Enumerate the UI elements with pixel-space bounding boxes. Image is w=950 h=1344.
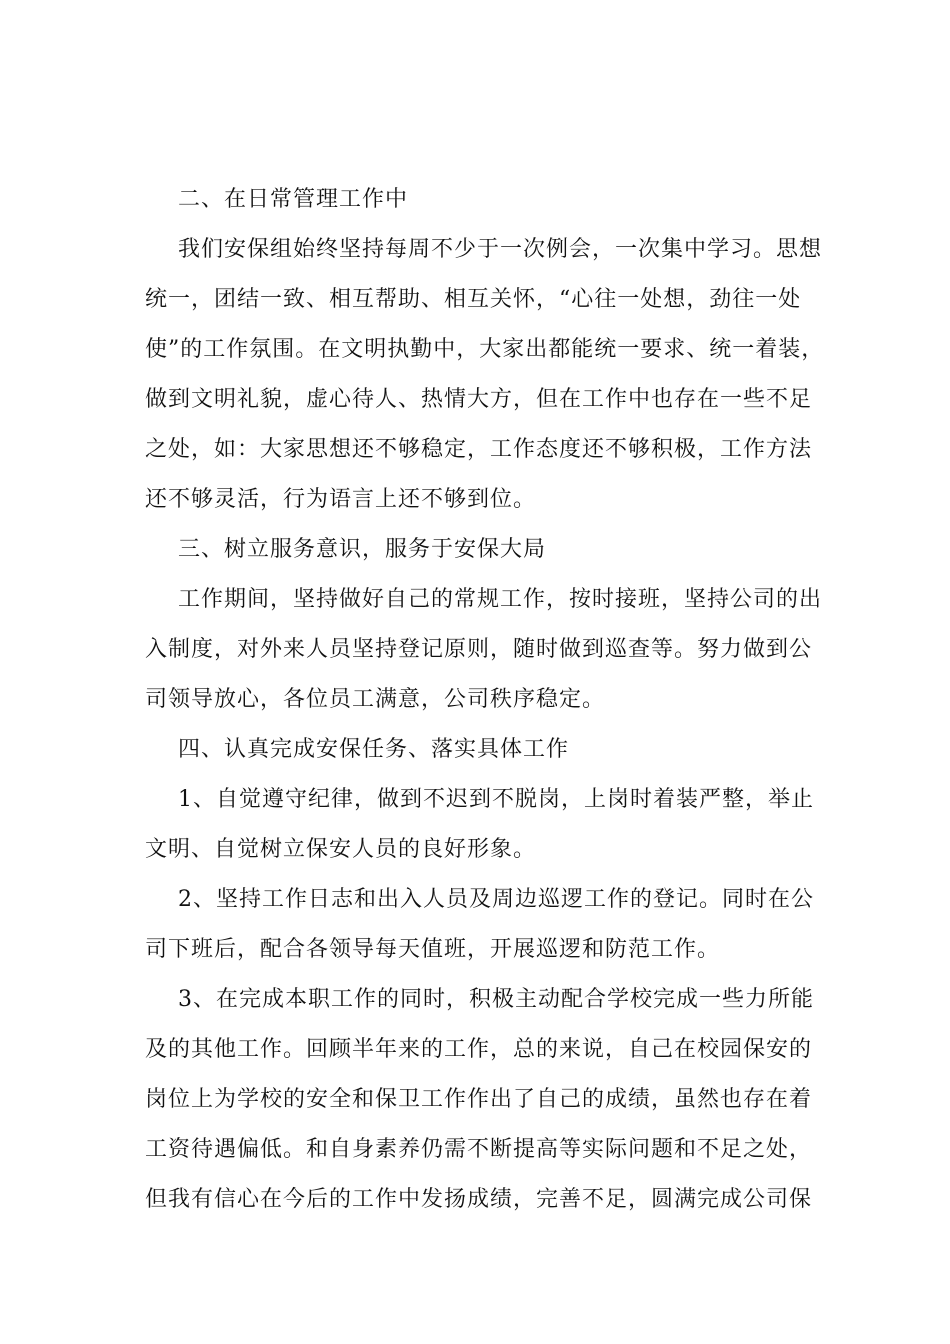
paragraph-line: 工作期间，坚持做好自己的常规工作，按时接班，坚持公司的出 (178, 587, 823, 612)
paragraph-line: 我们安保组始终坚持每周不少于一次例会，一次集中学习。思想 (178, 237, 823, 262)
list-item-line: 3、在完成本职工作的同时，积极主动配合学校完成一些力所能 (178, 987, 814, 1012)
paragraph-line: 做到文明礼貌，虚心待人、热情大方，但在工作中也存在一些不足 (145, 387, 813, 412)
paragraph-line: 统一，团结一致、相互帮助、相互关怀，“心往一处想，劲往一处 (145, 287, 802, 312)
list-item-line: 及的其他工作。回顾半年来的工作，总的来说，自己在校园保安的 (145, 1037, 813, 1062)
list-item-line: 2、坚持工作日志和出入人员及周边巡逻工作的登记。同时在公 (178, 887, 814, 912)
paragraph-line: 入制度，对外来人员坚持登记原则，随时做到巡查等。努力做到公 (145, 637, 813, 662)
list-item-line: 岗位上为学校的安全和保卫工作作出了自己的成绩，虽然也存在着 (145, 1087, 813, 1112)
paragraph-line: 司领导放心，各位员工满意，公司秩序稳定。 (145, 687, 606, 712)
section-heading-service-awareness: 三、树立服务意识，服务于安保大局 (178, 537, 547, 562)
list-item-line: 工资待遇偏低。和自身素养仍需不断提高等实际问题和不足之处， (145, 1137, 813, 1162)
section-heading-daily-management: 二、在日常管理工作中 (178, 187, 409, 212)
paragraph-line: 还不够灵活，行为语言上还不够到位。 (145, 487, 537, 512)
paragraph-line: 之处，如：大家思想还不够稳定，工作态度还不够积极，工作方法 (145, 437, 813, 462)
section-heading-security-tasks: 四、认真完成安保任务、落实具体工作 (178, 737, 570, 762)
list-item-line: 司下班后，配合各领导每天值班，开展巡逻和防范工作。 (145, 937, 721, 962)
list-item-line: 1、自觉遵守纪律，做到不迟到不脱岗，上岗时着装严整，举止 (178, 787, 814, 812)
paragraph-line: 使”的工作氛围。在文明执勤中，大家出都能统一要求、统一着装， (145, 337, 825, 362)
list-item-line: 但我有信心在今后的工作中发扬成绩，完善不足，圆满完成公司保 (145, 1187, 813, 1212)
list-item-line: 文明、自觉树立保安人员的良好形象。 (145, 837, 537, 862)
